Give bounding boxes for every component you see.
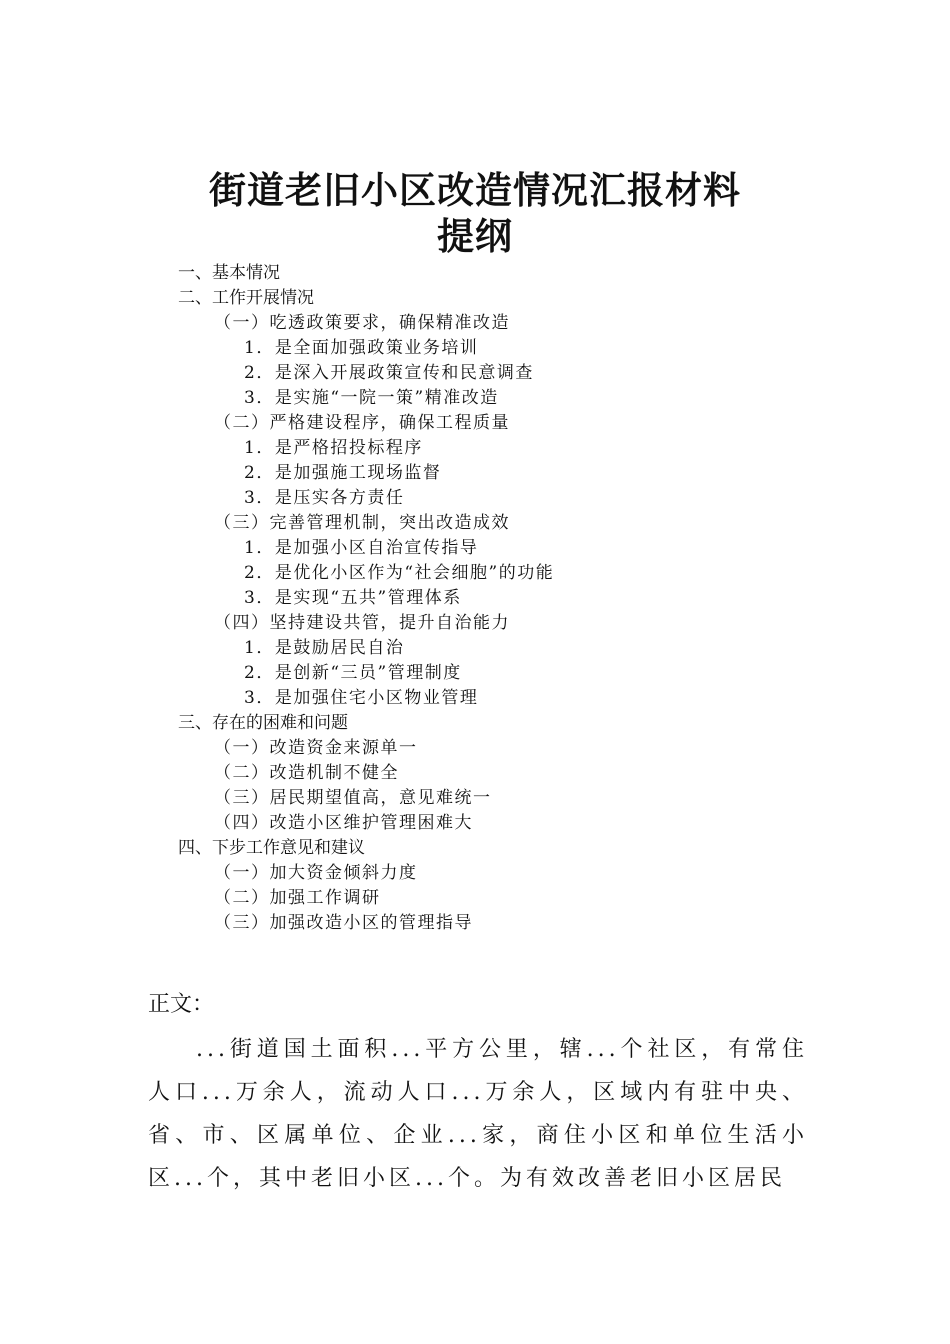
outline-item-level-2: （一）改造资金来源单一 xyxy=(214,738,418,758)
outline-item-level-3: 1．是加强小区自治宣传指导 xyxy=(244,538,479,558)
outline-item-level-1: 二、工作开展情况 xyxy=(178,288,314,308)
outline-item-level-2: （四）坚持建设共管，提升自治能力 xyxy=(214,613,510,633)
outline-item-level-3: 2．是优化小区作为“社会细胞”的功能 xyxy=(244,563,555,583)
outline-item-level-3: 2．是创新“三员”管理制度 xyxy=(244,663,462,683)
document-subtitle: 提纲 xyxy=(437,215,513,258)
outline-item-level-3: 3．是实施“一院一策”精准改造 xyxy=(244,388,499,408)
outline-item-level-3: 2．是深入开展政策宣传和民意调查 xyxy=(244,363,534,383)
outline-item-level-2: （二）加强工作调研 xyxy=(214,888,381,908)
outline-item-level-3: 3．是加强住宅小区物业管理 xyxy=(244,688,479,708)
outline-item-level-3: 3．是实现“五共”管理体系 xyxy=(244,588,462,608)
outline-item-level-3: 3．是压实各方责任 xyxy=(244,488,405,508)
outline-item-level-3: 1．是鼓励居民自治 xyxy=(244,638,405,658)
outline-item-level-2: （一）加大资金倾斜力度 xyxy=(214,863,418,883)
outline-item-level-2: （二）严格建设程序，确保工程质量 xyxy=(214,413,510,433)
outline-item-level-1: 三、存在的困难和问题 xyxy=(178,713,348,733)
outline-item-level-2: （二）改造机制不健全 xyxy=(214,763,399,783)
body-paragraph: ...街道国土面积...平方公里，辖...个社区，有常住人口...万余人，流动人口...万余人，区域内有驻中央、省、市、区属单位、企业...家，商住小区和单位生活小区...个，其中老旧小区...个。为有效改善老旧小区居民 xyxy=(148,1037,808,1191)
outline-item-level-3: 2．是加强施工现场监督 xyxy=(244,463,442,483)
document-title: 街道老旧小区改造情况汇报材料 xyxy=(209,169,741,212)
outline-list xyxy=(0,261,950,936)
body-label: 正文： xyxy=(148,992,215,1017)
outline-item-level-2: （一）吃透政策要求，确保精准改造 xyxy=(214,313,510,333)
outline-item-level-3: 1．是全面加强政策业务培训 xyxy=(244,338,479,358)
outline-item-level-2: （三）加强改造小区的管理指导 xyxy=(214,913,473,933)
outline-item-level-3: 1．是严格招投标程序 xyxy=(244,438,423,458)
outline-item-level-1: 一、基本情况 xyxy=(178,263,280,283)
outline-item-level-2: （三）完善管理机制，突出改造成效 xyxy=(214,513,510,533)
outline-item-level-2: （三）居民期望值高，意见难统一 xyxy=(214,788,492,808)
outline-item-level-2: （四）改造小区维护管理困难大 xyxy=(214,813,473,833)
outline-item-level-1: 四、下步工作意见和建议 xyxy=(178,838,365,858)
